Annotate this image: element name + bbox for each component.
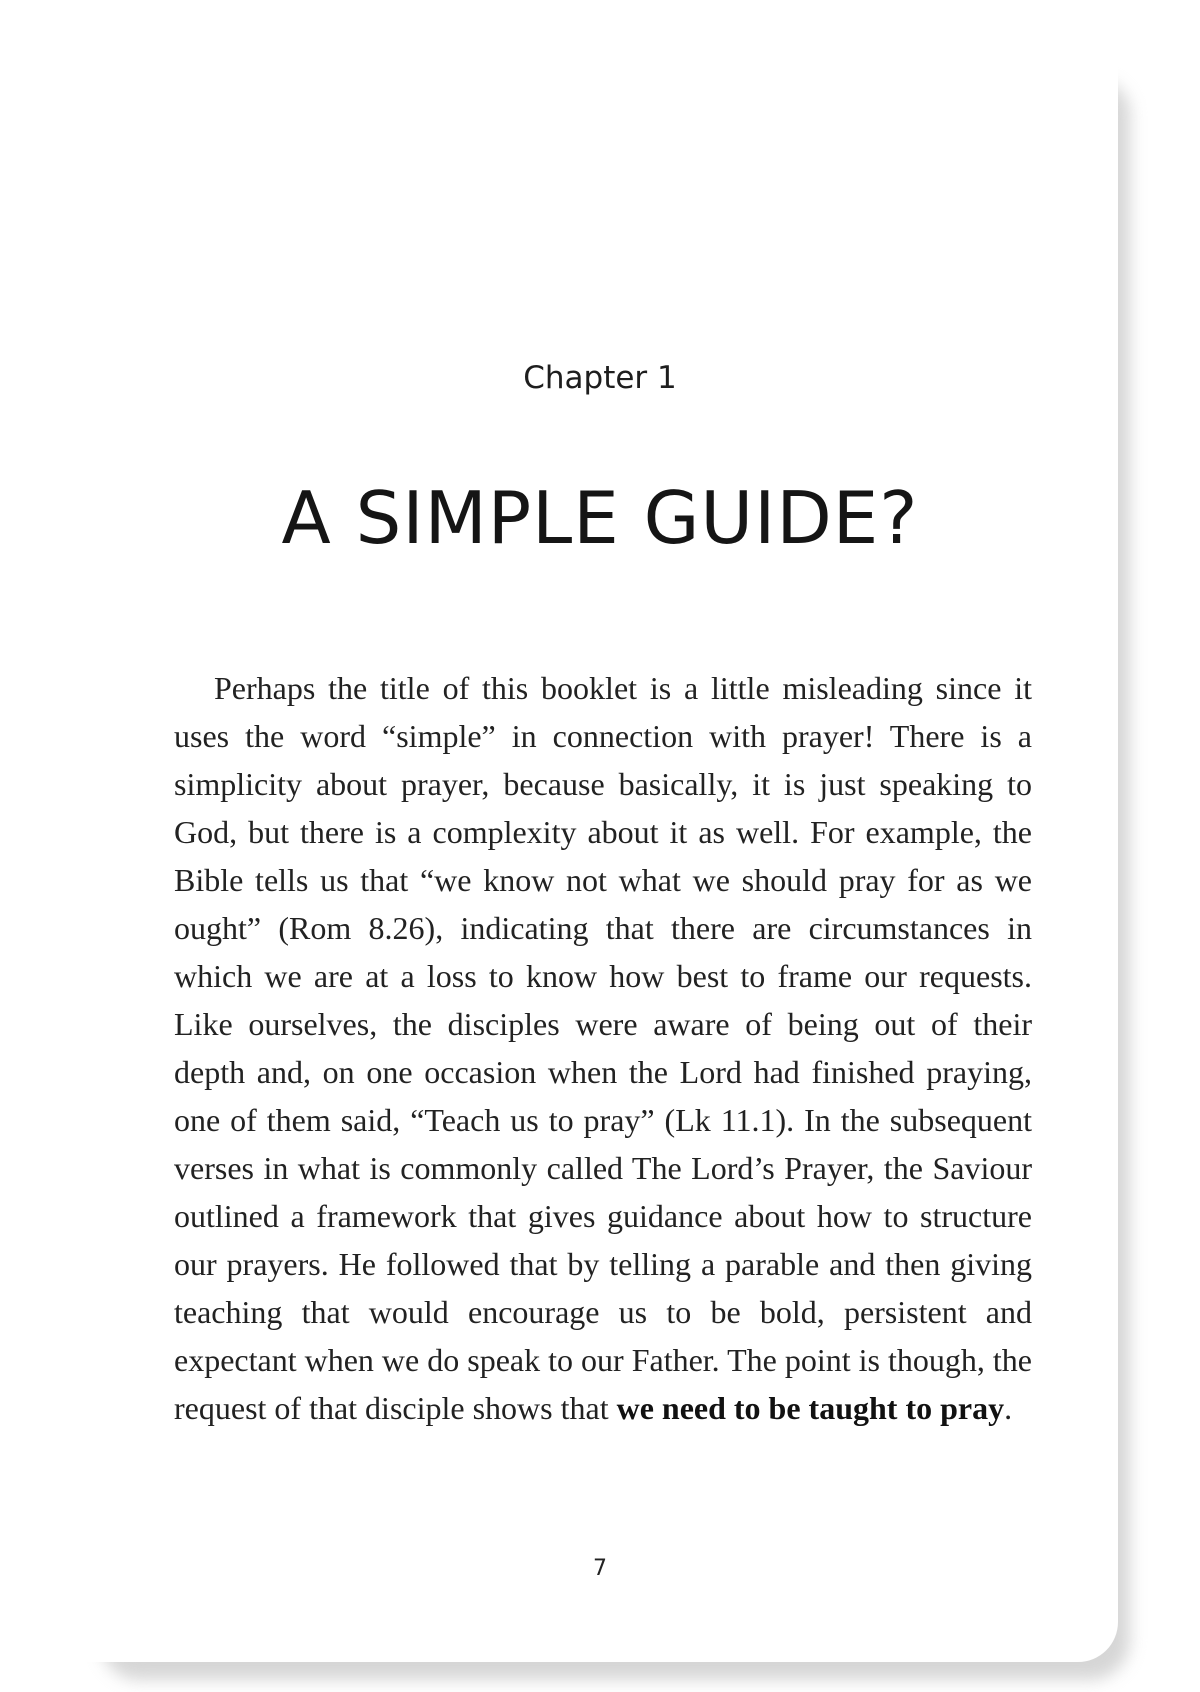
body-paragraph	[174, 664, 1032, 1432]
paragraph-end-punctuation: .	[1004, 1390, 1013, 1426]
bold-emphasis: we need to be taught to pray	[616, 1390, 1005, 1426]
page-number: 7	[593, 1556, 607, 1581]
chapter-label: Chapter 1	[523, 360, 677, 396]
paragraph-text: Perhaps the title of this booklet is a little misleading since it uses the word “simple” in connection with prayer! There is a simplicity about prayer, because basically, it is just speaking to God, but there is a complexity about it as well. For example, the Bible tells us that “we know not what we should pray for as we ought” (Rom 8.26), indicating that there are circumstances in which we are at a loss to know how best to frame our requests. Like ourselves, the disciples were aware of being out of their depth and, on one occasion when the Lord had finished praying, one of them said, “Teach us to pray” (Lk 11.1). In the subsequent verses in what is commonly called The Lord’s Prayer, the Saviour outlined a framework that gives guidance about how to structure our prayers. He followed that by telling a parable and then giving teaching that would encourage us to be bold, persistent and expectant when we do speak to our Father. The point is though, the request of that disciple shows that	[174, 670, 1032, 1426]
chapter-title: A SIMPLE GUIDE?	[281, 476, 919, 560]
